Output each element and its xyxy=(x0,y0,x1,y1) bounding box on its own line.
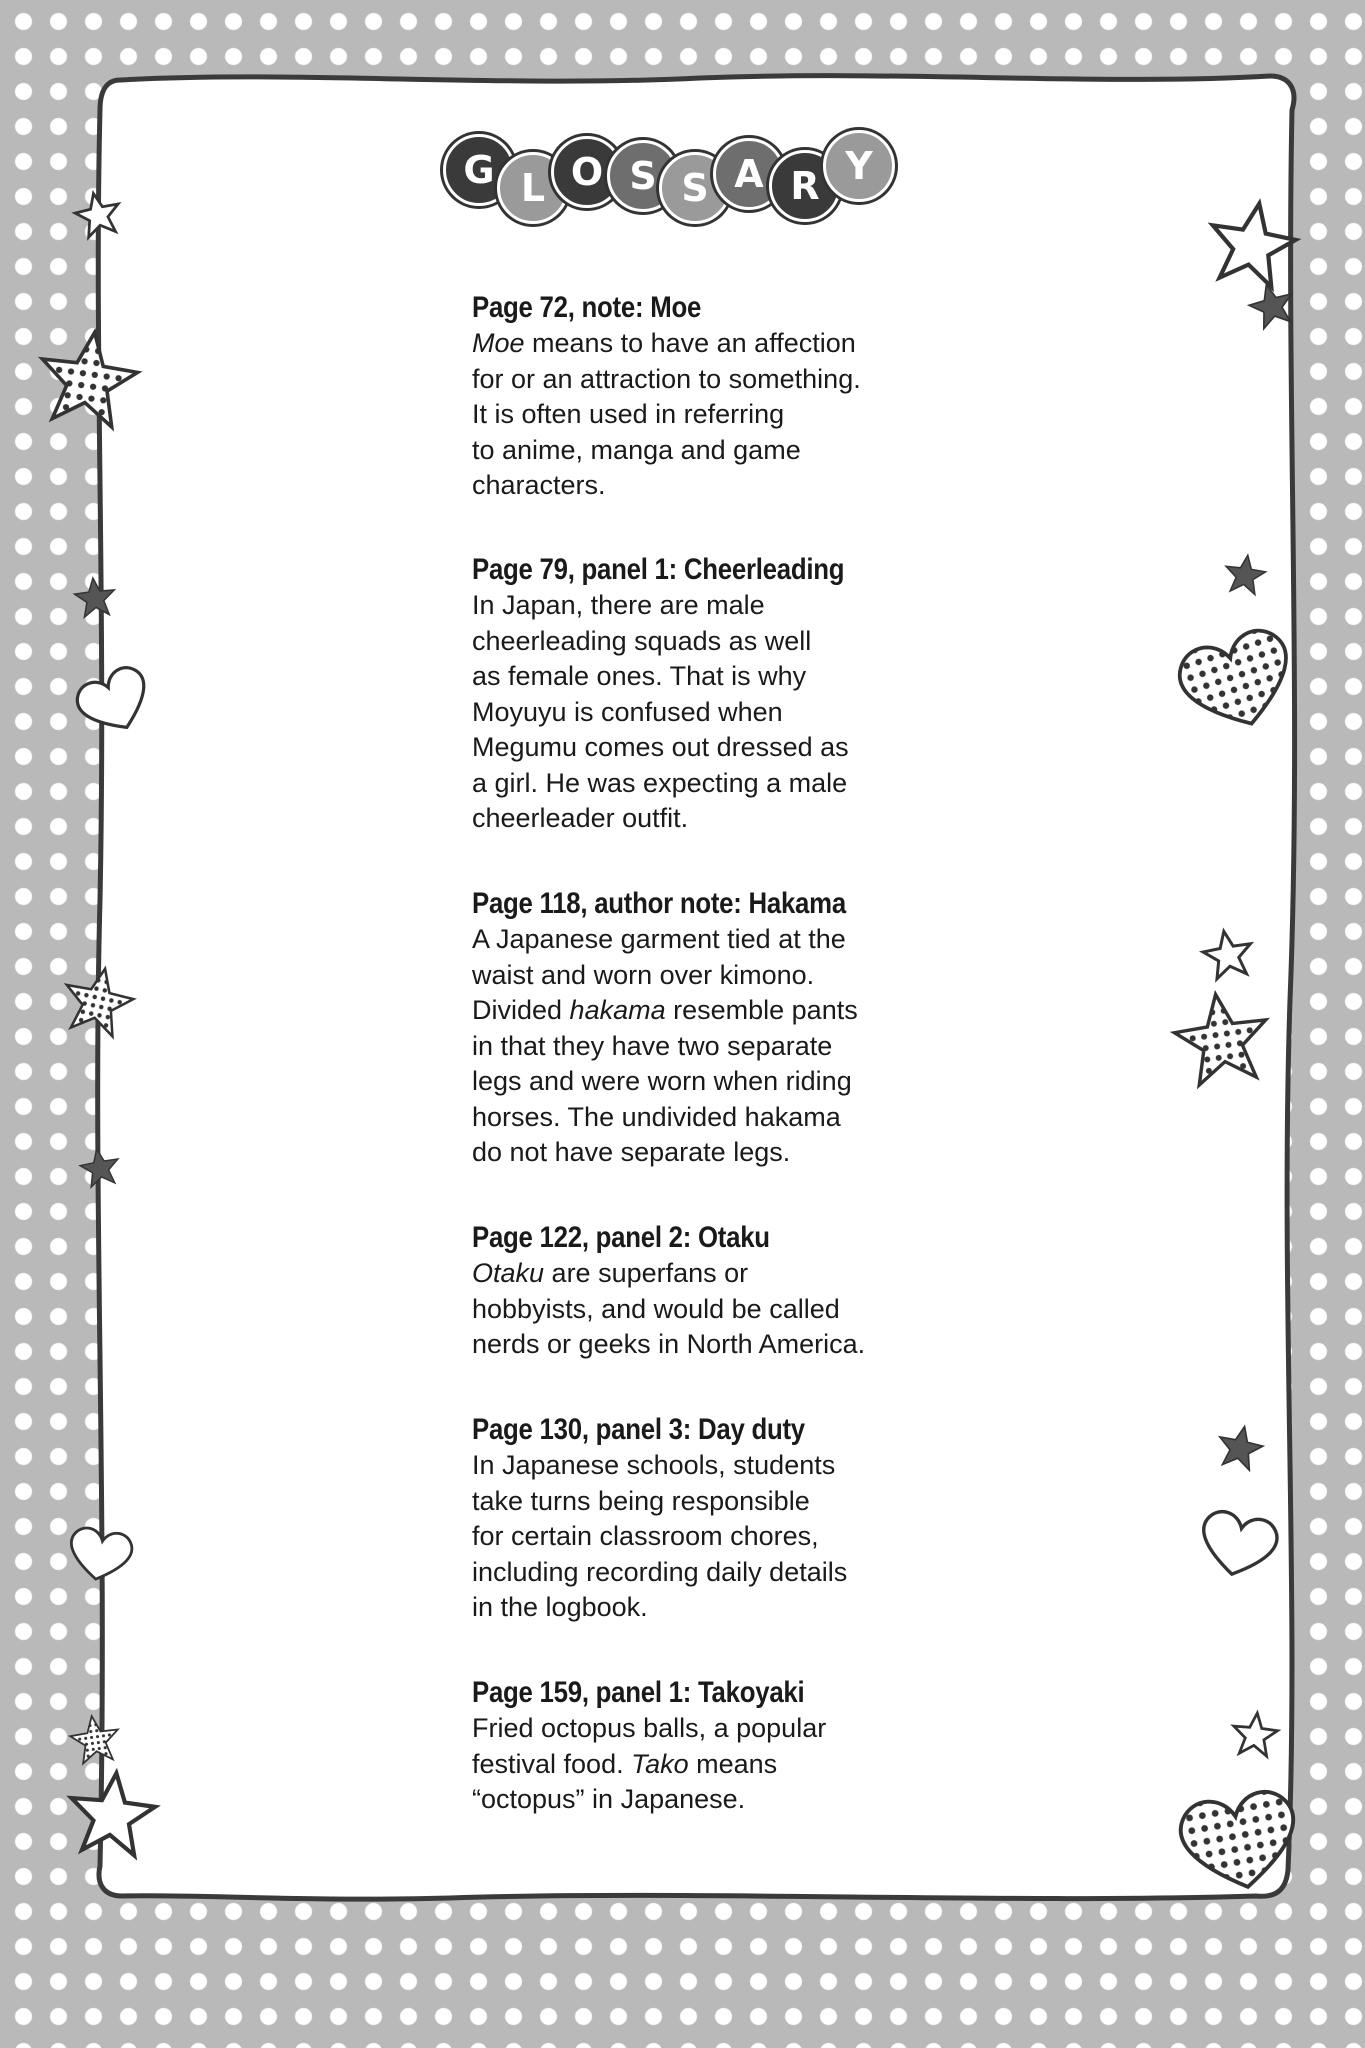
entry-line: horses. The undivided hakama xyxy=(472,1101,841,1132)
entry-line: In Japan, there are male xyxy=(472,590,765,620)
title-letter: S xyxy=(607,140,679,212)
entry-line: in that they have two separate xyxy=(472,1030,833,1061)
title-letter: Y xyxy=(823,130,895,202)
entry-line: It is often used in referring xyxy=(472,399,785,429)
glossary-entry xyxy=(472,1675,942,1818)
entry-line: “octopus” in Japanese. xyxy=(472,1784,746,1814)
entry-line: nerds or geeks in North America. xyxy=(472,1329,866,1359)
title-letter: G xyxy=(443,134,515,206)
entry-line: cheerleading squads as well xyxy=(472,625,812,656)
entry-line: cheerleader outfit. xyxy=(472,803,689,833)
entry-heading: Page 122, panel 2: Otaku xyxy=(472,1221,770,1254)
glossary-entry xyxy=(472,290,942,504)
entry-line: to anime, manga and game xyxy=(472,434,801,465)
entry-heading: Page 72, note: Moe xyxy=(472,291,702,324)
title-letter: R xyxy=(769,150,841,222)
entry-line: a girl. He was expecting a male xyxy=(472,767,848,798)
title-letter: O xyxy=(551,136,623,208)
entry-line: legs and were worn when riding xyxy=(472,1066,852,1096)
entry-heading: Page 159, panel 1: Takoyaki xyxy=(472,1676,805,1709)
entry-line: Fried octopus balls, a popular xyxy=(472,1713,827,1743)
entry-body xyxy=(472,1711,942,1818)
title-letter: A xyxy=(713,138,785,210)
entry-line: hobbyists, and would be called xyxy=(472,1293,840,1324)
entry-body xyxy=(472,326,942,504)
glossary-entry xyxy=(472,1412,942,1626)
entry-line: Moyuyu is confused when xyxy=(472,696,783,727)
entry-line: as female ones. That is why xyxy=(472,661,807,691)
glossary-entry xyxy=(472,1220,942,1363)
entry-line: take turns being responsible xyxy=(472,1485,810,1516)
entry-heading: Page 79, panel 1: Cheerleading xyxy=(472,553,845,586)
entry-line: festival food. Tako means xyxy=(472,1748,778,1779)
entry-line: Divided hakama resemble pants xyxy=(472,995,858,1025)
glossary-entry xyxy=(472,886,942,1171)
glossary-title xyxy=(435,128,915,238)
title-letter: S xyxy=(659,152,731,224)
entry-line: do not have separate legs. xyxy=(472,1137,791,1167)
entry-line: including recording daily details xyxy=(472,1556,848,1587)
entry-line: Otaku are superfans or xyxy=(472,1258,749,1288)
entry-line: A Japanese garment tied at the xyxy=(472,924,846,954)
entry-line: Megumu comes out dressed as xyxy=(472,732,849,762)
entry-heading: Page 118, author note: Hakama xyxy=(472,887,846,920)
glossary-entry xyxy=(472,552,942,837)
entry-body xyxy=(472,1256,942,1363)
entry-line: characters. xyxy=(472,470,606,500)
entry-line: in the logbook. xyxy=(472,1592,648,1622)
entry-line: Moe means to have an affection xyxy=(472,328,856,358)
entry-line: for or an attraction to something. xyxy=(472,363,861,394)
entry-body xyxy=(472,1448,942,1626)
entry-line: for certain classroom chores, xyxy=(472,1521,819,1551)
entry-line: waist and worn over kimono. xyxy=(472,959,815,990)
entry-heading: Page 130, panel 3: Day duty xyxy=(472,1413,805,1446)
title-letter: L xyxy=(497,152,569,224)
entry-line: In Japanese schools, students xyxy=(472,1450,836,1480)
entry-body xyxy=(472,588,942,837)
entry-body xyxy=(472,922,942,1171)
